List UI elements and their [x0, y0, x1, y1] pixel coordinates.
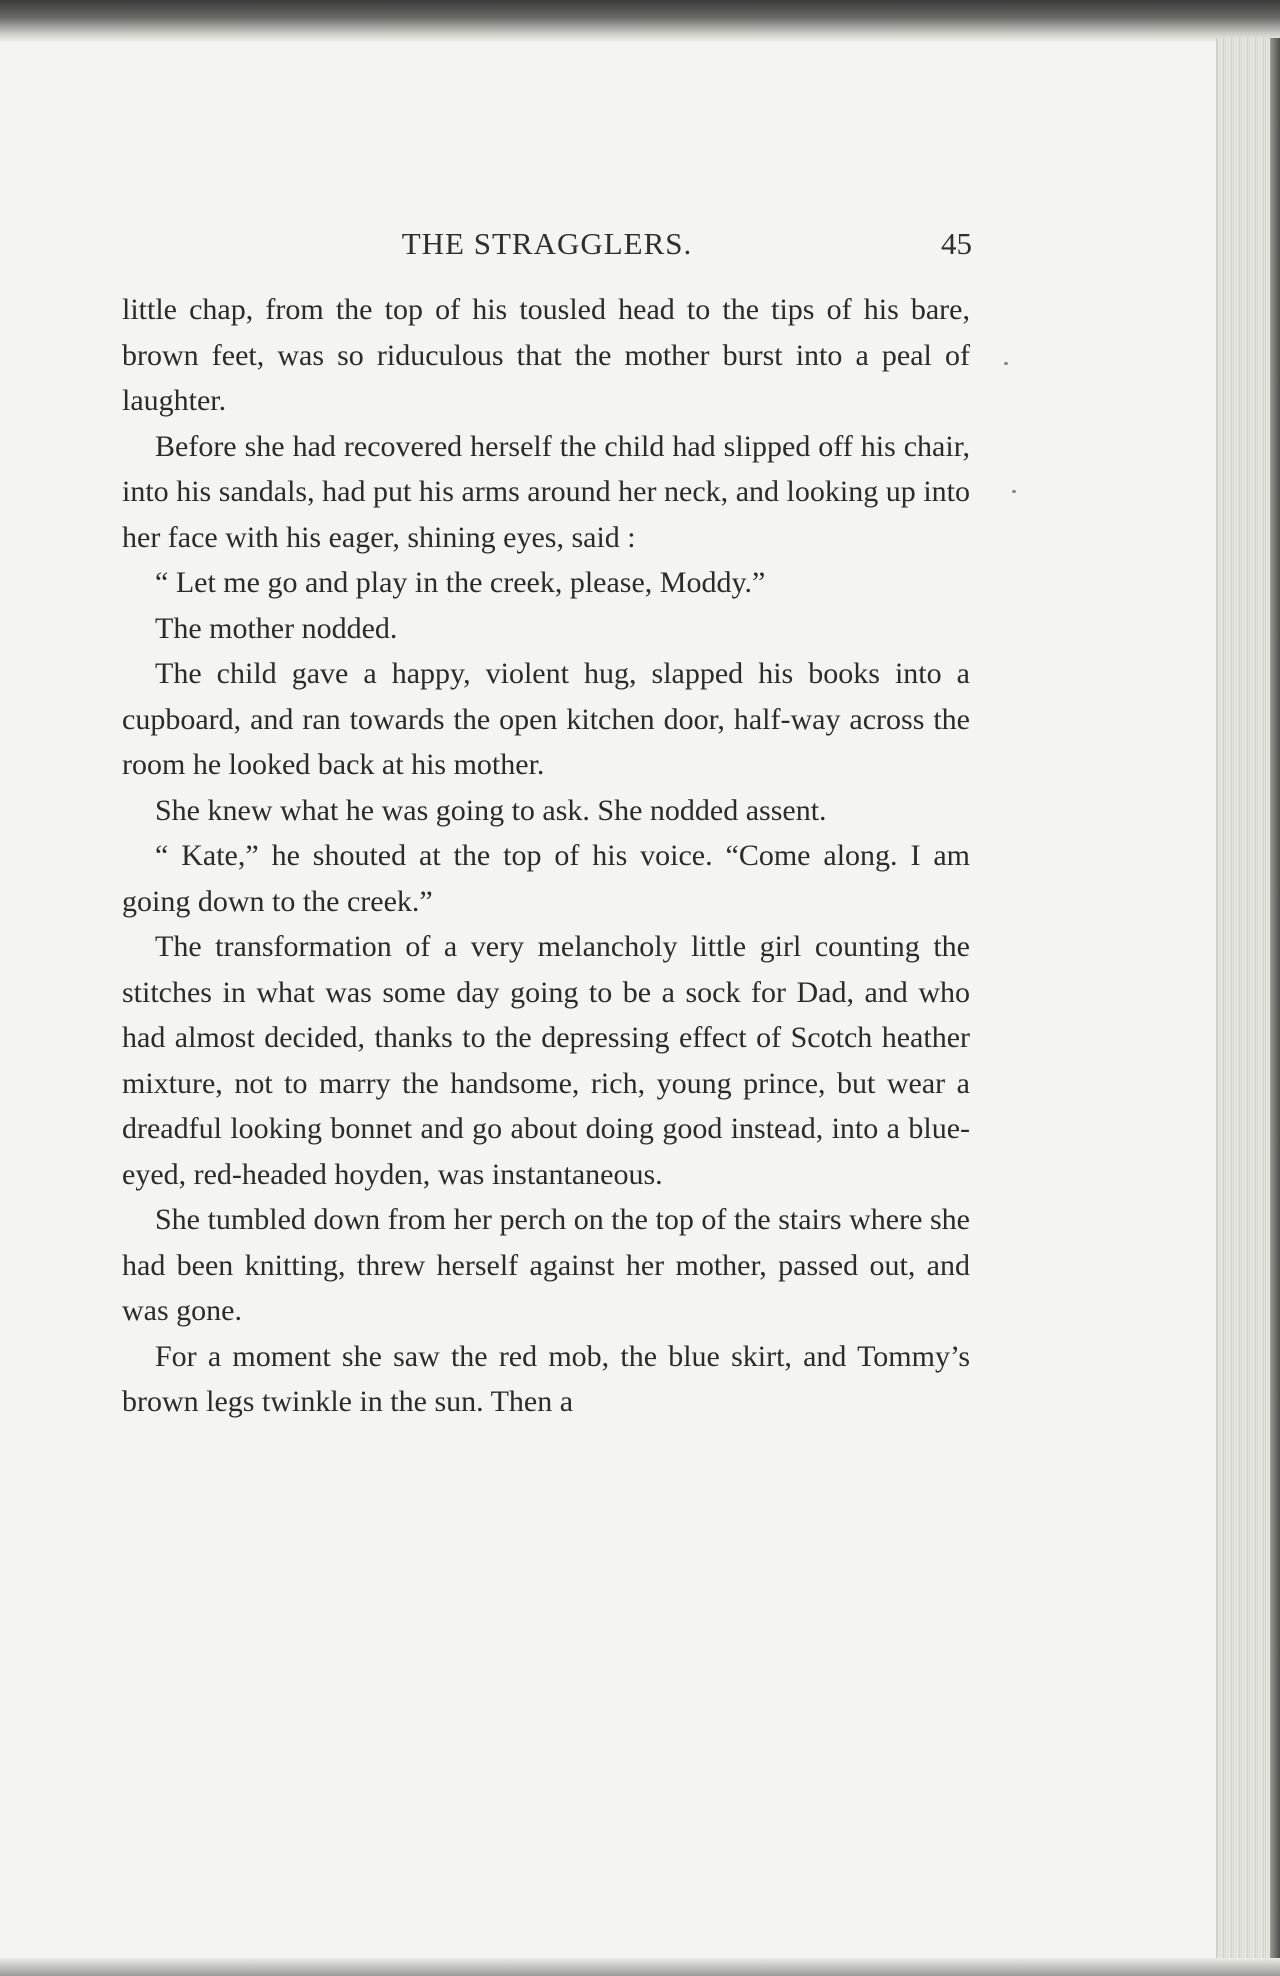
paragraph: She knew what he was going to ask. She nodded assent. — [155, 793, 827, 827]
running-header — [122, 222, 972, 266]
dust-speck — [1012, 490, 1016, 493]
paragraph: “ Kate,” he shouted at the top of his voice. “Come along. I am going down to the creek.” — [122, 839, 970, 918]
body-text — [122, 287, 970, 1425]
running-title: THE STRAGGLERS. — [401, 226, 693, 261]
paragraph: little chap, from the top of his tousled head to the tips of his bare, brown feet, was so riduculous that the mother burst into a peal of laughter. — [122, 293, 970, 417]
paragraph: The child gave a happy, violent hug, slapped his books into a cupboard, and ran towards the open kitchen door, half-way across the room he looked back at his mother. — [122, 657, 970, 781]
book-spine-shadow — [1270, 38, 1280, 1976]
paragraph: She tumbled down from her perch on the top of the stairs where she had been knitting, threw herself against her mother, passed out, and was gone. — [122, 1203, 970, 1327]
paragraph: Before she had recovered herself the child had slipped off his chair, into his sandals, had put his arms around her neck, and looking up into her face with his eager, shining eyes, said : — [122, 429, 970, 554]
paragraph: The transformation of a very melancholy little girl counting the stitches in what was some day going to be a sock for Dad, and who had almost decided, thanks to the depressing effect of Scotch heather mixture, not to marry the handsome, rich, young prince, but wear a dreadful looking bonnet and go about doing good instead, into a blue-eyed, red-headed hoyden, was instantaneous. — [122, 930, 970, 1191]
paragraph: “ Let me go and play in the creek, please, Moddy.” — [155, 566, 766, 599]
paragraph: The mother nodded. — [155, 611, 398, 645]
scan-bottom-edge — [0, 1958, 1280, 1976]
scan-top-shadow — [0, 0, 1280, 42]
page-number: 45 — [941, 226, 972, 261]
paragraph: For a moment she saw the red mob, the blue skirt, and Tommy’s brown legs twinkle in the sun. Then a — [122, 1339, 970, 1418]
dust-speck — [1004, 362, 1008, 365]
